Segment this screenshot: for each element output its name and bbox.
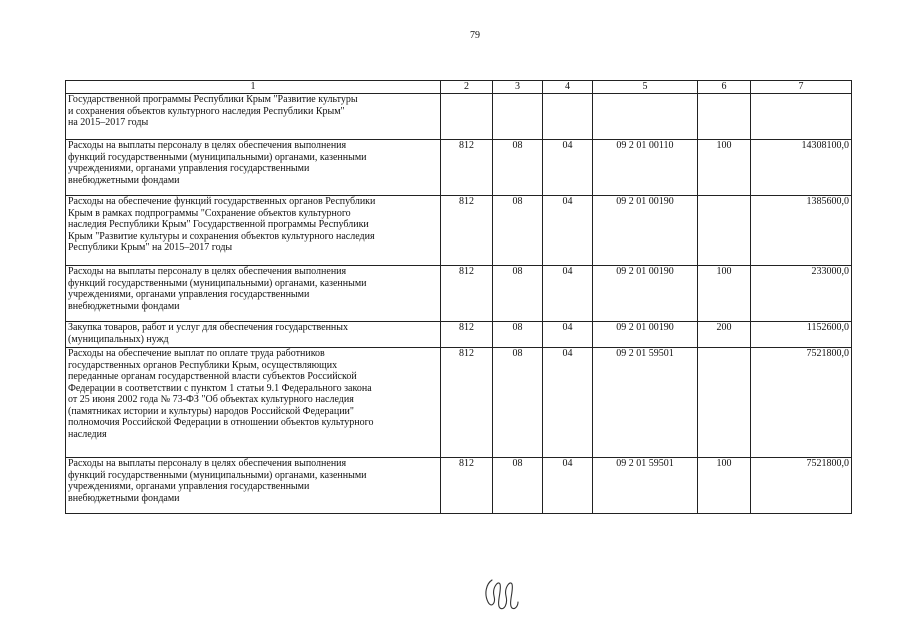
row-section: 08 xyxy=(493,196,543,266)
row-section: 08 xyxy=(493,322,543,348)
row-target: 09 2 01 59501 xyxy=(593,458,698,514)
row-amount: 233000,0 xyxy=(751,266,852,322)
row-description: Закупка товаров, работ и услуг для обеспечения государственных (муниципальных) нужд xyxy=(66,322,441,348)
row-ministry xyxy=(441,94,493,140)
row-subsection: 04 xyxy=(543,322,593,348)
row-target xyxy=(593,94,698,140)
row-amount xyxy=(751,94,852,140)
table-row xyxy=(66,458,852,514)
col-header: 3 xyxy=(493,81,543,94)
col-header: 5 xyxy=(593,81,698,94)
row-subsection: 04 xyxy=(543,348,593,458)
row-amount: 7521800,0 xyxy=(751,458,852,514)
table-row xyxy=(66,348,852,458)
row-subsection: 04 xyxy=(543,196,593,266)
col-header: 2 xyxy=(441,81,493,94)
row-expense-type: 100 xyxy=(698,266,751,322)
row-ministry: 812 xyxy=(441,196,493,266)
col-header: 4 xyxy=(543,81,593,94)
row-description: Расходы на выплаты персоналу в целях обеспечения выполнения функций государственными (муниципальными) органами, казенными учреждениями, органами управления государственными внебюджетными фондами xyxy=(66,266,441,322)
col-header: 7 xyxy=(751,81,852,94)
row-description: Расходы на выплаты персоналу в целях обеспечения выполнения функций государственными (муниципальными) органами, казенными учреждениями, органами управления государственными внебюджетными фондами xyxy=(66,458,441,514)
row-expense-type xyxy=(698,196,751,266)
row-description: Расходы на обеспечение выплат по оплате труда работников государственных органов Республики Крым, осуществляющих переданные органам государственной власти субъектов Российской Федерации в соответствии с пунктом 1 статьи 9.1 Федерального закона от 25 июня 2002 года № 73-ФЗ "Об объектах культурного наследия (памятниках истории и культуры) народов Российской Федерации" полномочия Российской Федерации в отношении объектов культурного наследия xyxy=(66,348,441,458)
row-ministry: 812 xyxy=(441,140,493,196)
row-amount: 1152600,0 xyxy=(751,322,852,348)
row-subsection: 04 xyxy=(543,266,593,322)
row-expense-type: 200 xyxy=(698,322,751,348)
row-expense-type: 100 xyxy=(698,140,751,196)
table-row xyxy=(66,94,852,140)
page-number: 79 xyxy=(470,30,480,41)
row-amount: 7521800,0 xyxy=(751,348,852,458)
row-expense-type xyxy=(698,348,751,458)
row-ministry: 812 xyxy=(441,266,493,322)
col-header: 1 xyxy=(66,81,441,94)
row-amount: 1385600,0 xyxy=(751,196,852,266)
handwritten-signature xyxy=(478,574,528,614)
row-ministry: 812 xyxy=(441,458,493,514)
row-section: 08 xyxy=(493,140,543,196)
row-expense-type: 100 xyxy=(698,458,751,514)
row-target: 09 2 01 00190 xyxy=(593,322,698,348)
row-target: 09 2 01 00190 xyxy=(593,196,698,266)
table-row xyxy=(66,140,852,196)
row-section xyxy=(493,94,543,140)
table-row xyxy=(66,196,852,266)
row-ministry: 812 xyxy=(441,322,493,348)
row-subsection: 04 xyxy=(543,458,593,514)
row-ministry: 812 xyxy=(441,348,493,458)
table-header-row xyxy=(66,81,852,94)
row-target: 09 2 01 00110 xyxy=(593,140,698,196)
row-section: 08 xyxy=(493,266,543,322)
table-row xyxy=(66,322,852,348)
row-description: Расходы на выплаты персоналу в целях обеспечения выполнения функций государственными (муниципальными) органами, казенными учреждениями, органами управления государственными внебюджетными фондами xyxy=(66,140,441,196)
row-expense-type xyxy=(698,94,751,140)
row-subsection: 04 xyxy=(543,140,593,196)
row-subsection xyxy=(543,94,593,140)
row-description: Государственной программы Республики Крым "Развитие культуры и сохранения объектов культурного наследия Республики Крым" на 2015–2017 годы xyxy=(66,94,441,140)
col-header: 6 xyxy=(698,81,751,94)
row-target: 09 2 01 00190 xyxy=(593,266,698,322)
row-section: 08 xyxy=(493,348,543,458)
row-section: 08 xyxy=(493,458,543,514)
row-target: 09 2 01 59501 xyxy=(593,348,698,458)
budget-table xyxy=(65,80,852,514)
row-amount: 14308100,0 xyxy=(751,140,852,196)
table-row xyxy=(66,266,852,322)
row-description: Расходы на обеспечение функций государственных органов Республики Крым в рамках подпрограммы "Сохранение объектов культурного наследия Республики Крым" Государственной программы Республики Крым "Развитие культуры и сохранения объектов культурного наследия Республики Крым" на 2015–2017 годы xyxy=(66,196,441,266)
